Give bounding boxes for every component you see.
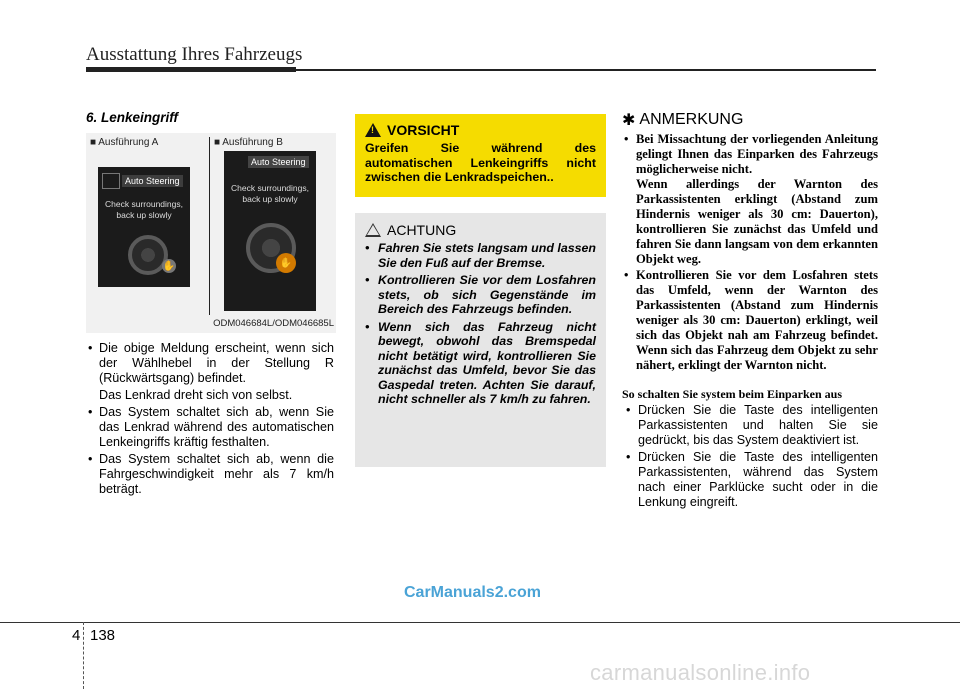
display-icon-box — [102, 173, 120, 189]
display-b-message: Check surroundings, back up slowly — [231, 183, 309, 204]
note-item-sub: Wenn allerdings der Warnton des Parkassistenten erklingt (Abstand zum Hindernis weniger als 30 cm: Dauerton), kontrollieren Sie zunächst das Umfeld und fahren Sie dann langsam von dem erkannten Objekt weg. — [636, 177, 878, 266]
caution-text: Greifen Sie während des automatischen Lenkeingriffs nicht zwischen die Lenkradspeichen.. — [365, 141, 596, 184]
display-a-message: Check surroundings, back up slowly — [105, 199, 183, 220]
warning-triangle-outline-icon — [365, 223, 381, 237]
display-variant-a — [98, 167, 190, 287]
chapter-number: 4 — [72, 627, 81, 644]
figure-separator — [209, 137, 210, 315]
header-rule — [86, 69, 876, 71]
left-column — [86, 110, 336, 125]
hand-icon: ✋ — [162, 260, 176, 272]
left-bullets — [86, 341, 334, 499]
caution-box — [355, 114, 606, 197]
list-item: • Die obige Meldung erscheint, wenn sich der Wählhebel in der Stellung R (Rückwärtsgang) befindet. — [86, 341, 334, 386]
display-variant-b — [224, 151, 316, 311]
warning-box — [355, 213, 606, 467]
list-item: • Fahren Sie stets langsam und lassen Sie den Fuß auf der Bremse. — [365, 241, 596, 270]
list-item: • Das System schaltet sich ab, wenn Sie das Lenkrad während des automatischen Lenkeingriffs kräftig festhalten. — [86, 405, 334, 450]
warning-triangle-icon: ! — [365, 123, 381, 137]
note-header — [622, 110, 878, 130]
figure-label-b: ■ Ausführung B — [214, 137, 283, 148]
list-item: • Drücken Sie die Taste des intelligenten Parkassistenten und halten Sie sie gedrückt, bis das System deaktiviert ist. — [622, 403, 878, 448]
header-title: Ausstattung Ihres Fahrzeugs — [86, 44, 303, 65]
list-item: • Wenn sich das Fahrzeug nicht bewegt, obwohl das Bremspedal nicht betätigt wird, kontrollieren Sie zunächst das Umfeld, bevor Sie das Gaspedal treten. Achten Sie darauf, nicht schneller als 7 km/h zu fahren. — [365, 320, 596, 407]
right-column — [622, 110, 878, 512]
footer-divider — [83, 622, 84, 689]
list-item: • Drücken Sie die Taste des intelligenten Parkassistenten, während das System nach einer Parklücke sucht oder in die Lenkung eingreift. — [622, 450, 878, 510]
list-item: • Kontrollieren Sie vor dem Losfahren stets das Umfeld, wenn der Warnton des Parkassistenten (Abstand zum Hindernis weniger als 30 cm: Dauerton) erklingt, weil sich das Objekt nah am Fahrzeug befindet. Wenn sich das Fahrzeug dem Objekt zu sehr nähert, erklingt der Warnton nicht. — [622, 268, 878, 373]
display-b-title: Auto Steering — [248, 156, 309, 168]
list-item-sub: Das Lenkrad dreht sich von selbst. — [99, 388, 293, 402]
note-item-text: • Bei Missachtung der vorliegenden Anleitung gelingt Ihnen das Einparken des Fahrzeugs möglicherweise nicht. — [636, 132, 878, 176]
note-title: ANMERKUNG — [639, 111, 744, 128]
note-list — [622, 132, 878, 373]
list-item — [622, 132, 878, 267]
section-title: 6. Lenkeingriff — [86, 110, 179, 125]
watermark-carmanuals2: CarManuals2.com — [404, 584, 541, 601]
footer-rule — [0, 622, 960, 623]
list-item: • Kontrollieren Sie vor dem Losfahren stets, ob sich Gegenstände im Bereich des Fahrzeugs befinden. — [365, 273, 596, 317]
figure-steering-displays — [86, 133, 336, 333]
page-number: 138 — [90, 627, 116, 644]
warning-title: ACHTUNG — [387, 222, 457, 238]
display-a-title: Auto Steering — [122, 175, 183, 187]
watermark-carmanualsonline: carmanualsonline.info — [590, 660, 811, 685]
subsection-title: So schalten Sie system beim Einparken aus — [622, 387, 843, 401]
warning-list — [365, 241, 596, 407]
hand-icon: ✋ — [276, 253, 296, 273]
caution-header — [365, 122, 596, 138]
warning-header — [365, 222, 596, 238]
deactivate-list — [622, 403, 878, 510]
figure-label-a: ■ Ausführung A — [90, 137, 159, 148]
figure-code: ODM046684L/ODM046685L — [213, 318, 334, 329]
list-item: • Das System schaltet sich ab, wenn die Fahrgeschwindigkeit mehr als 7 km/h beträgt. — [86, 452, 334, 497]
asterisk-icon: ✱ — [622, 112, 636, 129]
caution-title: VORSICHT — [387, 122, 460, 138]
